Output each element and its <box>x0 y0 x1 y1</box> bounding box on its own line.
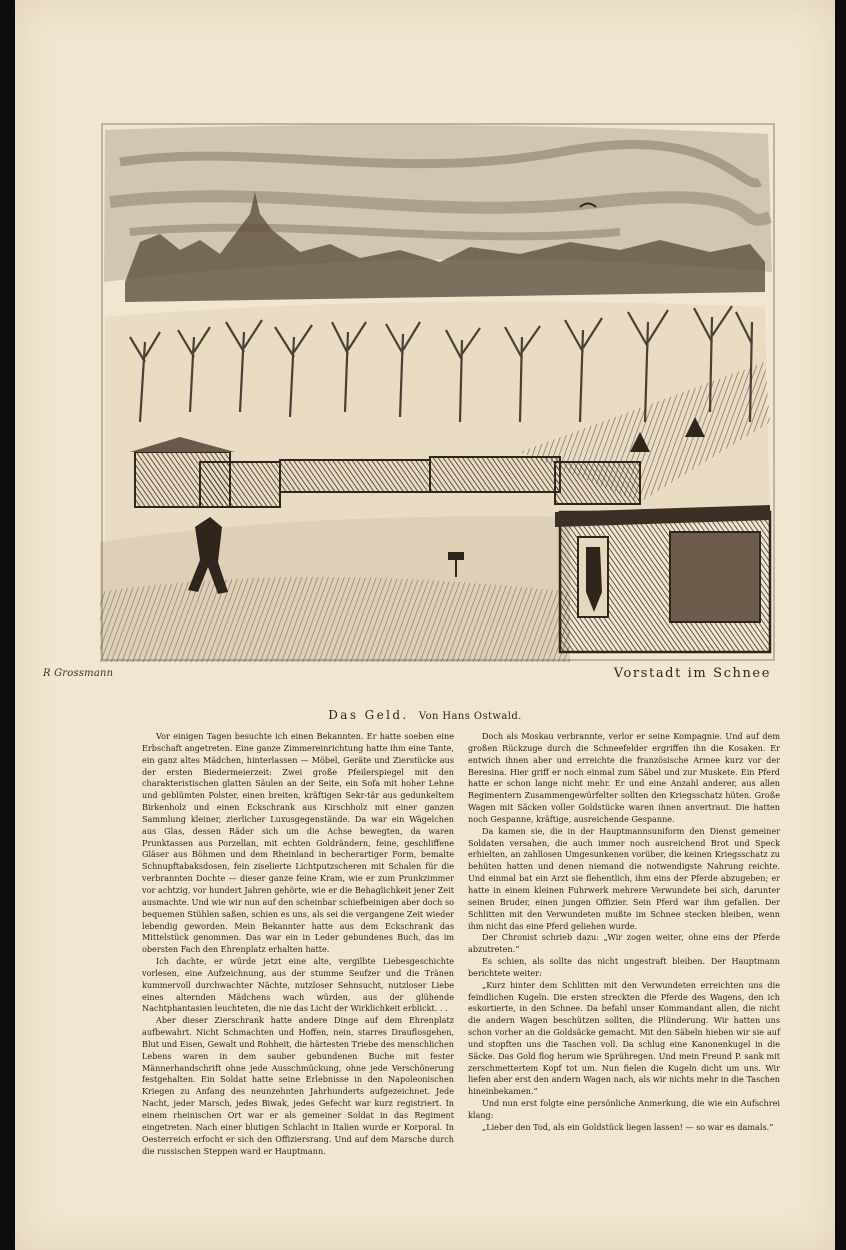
paper-sheet <box>15 0 835 1250</box>
paragraph: Doch als Moskau verbrannte, verlor er seine Kompagnie. Und auf dem großen Rückzuge durch die Schneefelder ergriffen ihn die Kosaken. Er entwich ihnen aber und erreichte die französische Armee kurz vor der Beresina. Hier griff er noch einmal zum Säbel und zur Muskete. Ein Pferd hatte er schon lange nicht mehr. Er und eine Anzahl anderer, aus allen Regimentern Zusammengewürfelter sollten den Kriegsschatz hüten. Große Wagen mit Säcken voller Goldstücke waren ihnen anvertraut. Die hatten noch Gespanne, kräftige, ausreichende Gespanne. <box>468 731 780 824</box>
lithograph-illustration <box>100 122 776 662</box>
paragraph: Es schien, als sollte das nicht ungestraft bleiben. Der Hauptmann berichtete weiter: <box>468 956 780 978</box>
article-title: Das Geld. <box>328 708 409 722</box>
text-column-left <box>142 731 454 1157</box>
paragraph: „Kurz hinter dem Schlitten mit den Verwundeten erreichten uns die feindlichen Kugeln. Die ersten streckten die Pferde des Wagens, den ich eskortierte, in den Schnee. Da befahl unser Kommandant allen, die nicht die andern Wagen beschützen sollten, die Plünderung. Wir hatten uns schon vorher an die Goldsäcke gemacht. Mit den Säbeln hieben wir sie auf und stopften uns die Taschen voll. Da schlug eine Kanonenkugel in die Säcke. Das Gold flog herum wie Sprühregen. Und mein Freund P. sank mit zerschmettertem Kopf tot um. Nun fielen die Kugeln dicht um uns. Wir liefen aber erst den andern Wagen nach, als wir nichts mehr in die Taschen hineinbekamen.“ <box>468 979 780 1097</box>
paragraph: Und nun erst folgte eine persönliche Anmerkung, die wie ein Aufschrei klang: <box>468 1098 780 1120</box>
article-byline: Von Hans Ostwald. <box>418 711 522 722</box>
lithograph-suburb-snow-icon <box>100 122 776 662</box>
paragraph: Der Chronist schrieb dazu: „Wir zogen weiter, ohne eins der Pferde abzutreten.“ <box>468 932 780 955</box>
text-column-right <box>468 731 780 1134</box>
artist-signature: R Grossmann <box>43 668 114 679</box>
paragraph: „Lieber den Tod, als ein Goldstück liegen lassen! — so war es damals.“ <box>482 1121 774 1132</box>
paragraph: Da kamen sie, die in der Hauptmannsuniform den Dienst gemeiner Soldaten versahen, die auch immer noch ausreichend Brot und Speck erhielten, an zahllosen Umgesunkenen vorüber, die keinen Kriegsschatz zu behüten hatten und denen niemand die notwendigste Nahrung reichte. Und einmal bat ein Arzt sie flehentlich, ihm eins der Pferde abzugeben; er hatte in einem kleinen Fuhrwerk mehrere Verwundete bei sich, darunter seinen Bruder, einen jungen Offizier. Sein Pferd war ihm gefallen. Der Schlitten mit den Verwundeten mußte im Schnee stecken bleiben, wenn ihm nicht das eine Pferd geliehen wurde. <box>468 825 780 931</box>
paragraph: Ich dachte, er würde jetzt eine alte, vergilbte Liebesgeschichte vorlesen, eine Aufzeichnung, aus der stumme Seufzer und die Tränen kummervoll durchwachter Nächte, nutzloser Sehnsucht, nutzloser Liebe eines alternden Mädchens wach würden, aus der glühende Nachtphantasien leuchteten, die nie das Licht der Wirklichkeit erblickt. . . <box>142 956 454 1014</box>
paragraph: Vor einigen Tagen besuchte ich einen Bekannten. Er hatte soeben eine Erbschaft angetreten. Eine ganze Zimmereinrichtung hatte ihm eine Tante, ein ganz altes Mädchen, hinterlassen — Möbel, Geräte und Zierstücke aus der ersten Biedermeierzeit: Zwei große Pfeilerspiegel mit den charakteristischen glatten Säulen an der Seite, ein Sofa mit hoher Lehne und geblümten Polster, einen breiten, kräftigen Sekr-tär aus gedunkeltem Birkenholz und einen Eckschrank aus Kirschholz mit einer ganzen Sammlung kleiner, zierlicher Luxusgegenstände. Da war ein Wägelchen aus Glas, dessen Räder sich um die Achse bewegten, da waren Prunktassen aus Porzellan, mit echten Goldrändern, feine, geschliffene Gläser aus Böhmen und dem Rheinland in becherartiger Form, bemalte Schnupftabaksdosen, fein ziselierte Lichtputzscheren mit Schalen für die verbrannten Dochte — dieser ganze feine Kram, wie er zum Prunkzimmer vor achtzig, vor hundert Jahren gehörte, wie er die Behaglichkeit jener Zeit ausmachte. Und wie wir nun auf den scheinbar schiefbeinigen aber doch so bequemen Stühlen saßen, schien es uns, als sei die vergangene Zeit wieder lebendig geworden. Mein Bekannter hatte aus dem Eckschrank das Mittelstück genommen. Das war ein in Leder gebundenes Buch, das im obersten Fach den Ehrenplatz erhalten hatte. <box>142 731 454 955</box>
article-heading <box>15 708 835 722</box>
paragraph: Aber dieser Zierschrank hatte andere Dinge auf dem Ehrenplatz aufbewahrt. Nicht Schmachten und Hoffen, nein, starres Drauflosgehen, Blut und Eisen, Gewalt und Rohheit, die härtesten Triebe des menschlichen Lebens waren in dem sauber gebundenen Buche mit fester Männerhandschrift ohne jede Ausschmückung, ohne jede Verschönerung festgehalten. Ein Soldat hatte seine Erlebnisse in den Napoleonischen Kriegen zu Anfang des neunzehnten Jahrhunderts aufgezeichnet. Jede Nacht, jeder Marsch, jedes Biwak, jedes Gefecht war kurz registriert. In einem rheinischen Ort war er als gemeiner Soldat in das Regiment eingetreten. Nach einer blutigen Schlacht in Italien wurde er Korporal. In Oesterreich erfocht er sich den Offiziersrang. Und auf dem Marsche durch die russischen Steppen ward er Hauptmann. <box>142 1015 454 1156</box>
illustration-caption: Vorstadt im Schnee <box>613 666 771 681</box>
